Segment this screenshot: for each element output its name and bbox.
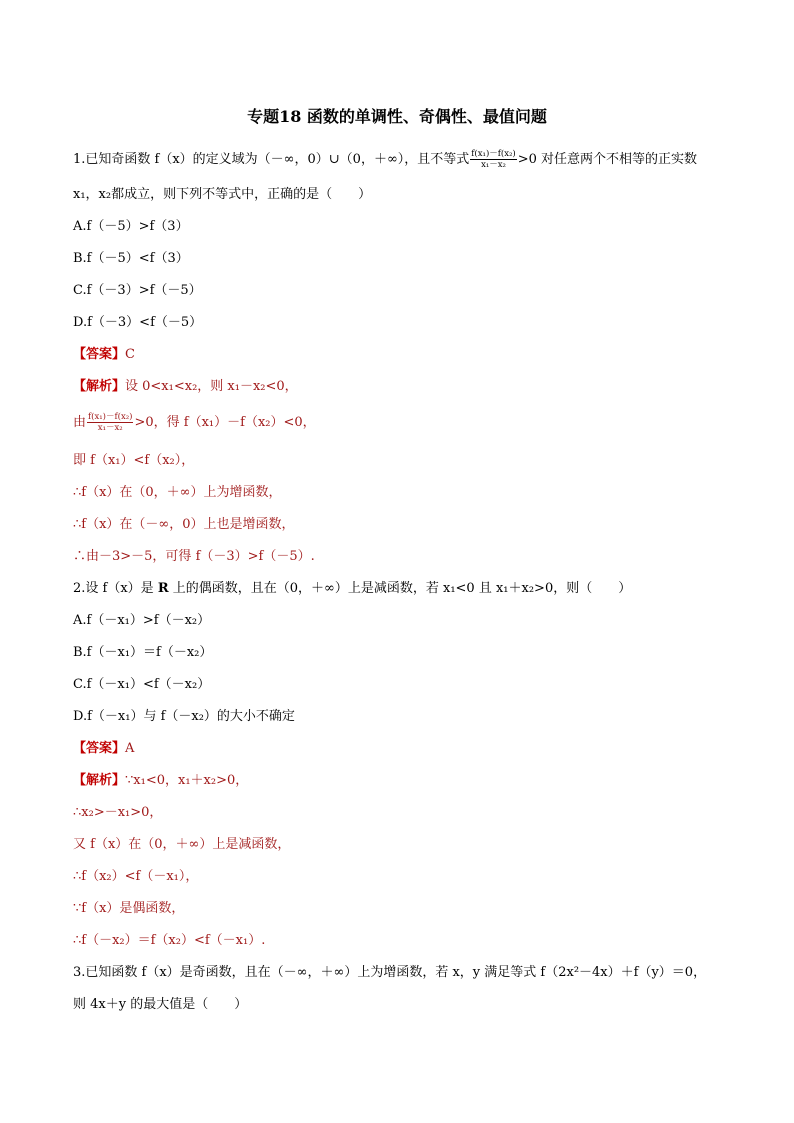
q1-answer-value: C [125,347,135,362]
q1-fraction-denominator: x₁－x₂ [481,160,506,170]
q1-option-c: C.f（－3）>f（－5） [73,283,202,298]
q2-option-d: D.f（－x₁）与 f（－x₂）的大小不确定 [73,709,295,724]
q2-option-a: A.f（－x₁）>f（－x₂） [73,613,211,628]
page-title: 专题18 函数的单调性、奇偶性、最值问题 [247,107,547,126]
q1-stem-a: 1.已知奇函数 f（x）的定义域为（－∞，0）∪（0，＋∞），且不等式 [73,152,470,167]
q2-analysis-line-3: 又 f（x）在（0，＋∞）上是减函数， [73,837,291,852]
q1-analysis-line-3: 即 f（x₁）<f（x₂）， [73,453,195,468]
q1-option-d: D.f（－3）<f（－5） [73,315,203,330]
q2-stem [73,580,631,598]
q1-analysis-text-2b: >0，得 f（x₁）－f（x₂）<0， [134,415,316,430]
q1-analysis-fraction-denominator: x₁－x₂ [97,423,123,433]
q1-analysis-line-6: ∴由－3>－5，可得 f（－3）>f（－5）. [73,549,315,564]
q2-analysis-line-5: ∵f（x）是偶函数， [73,901,185,916]
q2-analysis-line-6: ∴f（－x₂）＝f（x₂）<f（－x₁）. [73,933,266,948]
q2-answer [73,740,134,758]
q1-analysis-line-4: ∴f（x）在（0，＋∞）上为增函数， [73,485,282,500]
q1-analysis-tag: 【解析】 [73,379,126,394]
q1-analysis-line-1 [73,378,298,396]
q2-analysis-line-2: ∴x₂>－x₁>0， [73,805,163,820]
q2-stem-a: 2.设 f（x）是 [73,581,158,596]
q1-option-a: A.f（－5）>f（3） [73,219,189,234]
q2-option-c: C.f（－x₁）<f（－x₂） [73,677,211,692]
q1-analysis-text-2a: 由 [73,415,87,430]
q1-analysis-line-2 [73,412,316,433]
q1-analysis-text-1: 设 0<x₁<x₂，则 x₁－x₂<0， [125,379,298,394]
q2-answer-value: A [125,741,135,756]
q1-fraction-numerator: f(x₁)－f(x₂) [471,149,516,159]
q2-stem-real-set: R [157,581,169,596]
q1-stem-b: >0 对任意两个不相等的正实数 [517,152,698,167]
q2-answer-tag: 【答案】 [73,741,126,756]
q1-answer [73,346,135,364]
q3-stem-line-1: 3.已知函数 f（x）是奇函数，且在（－∞，＋∞）上为增函数，若 x，y 满足等式 f（2x²－4x）＋f（y）＝0， [73,965,707,980]
q2-analysis-tag: 【解析】 [73,773,126,788]
q3-stem-line-2: 则 4x＋y 的最大值是（ ） [73,997,248,1012]
q2-analysis-line-1 [73,772,248,790]
q2-analysis-line-4: ∴f（x₂）<f（－x₁）， [73,869,199,884]
q2-stem-b: 上的偶函数，且在（0，＋∞）上是减函数，若 x₁<0 且 x₁＋x₂>0，则（ ） [168,581,632,596]
q1-analysis-fraction-numerator: f(x₁)－f(x₂) [88,412,133,422]
q2-option-b: B.f（－x₁）＝f（－x₂） [73,645,213,660]
q1-option-b: B.f（－5）<f（3） [73,251,189,266]
q1-stem-line-1 [73,149,697,170]
q1-analysis-fraction [87,412,133,433]
q2-analysis-text-1: ∵x₁<0，x₁＋x₂>0， [125,773,249,788]
q1-analysis-line-5: ∴f（x）在（－∞，0）上也是增函数， [73,517,295,532]
q1-fraction [470,149,516,170]
q1-answer-tag: 【答案】 [73,347,126,362]
q1-stem-line-2: x₁，x₂都成立，则下列不等式中，正确的是（ ） [73,187,372,202]
